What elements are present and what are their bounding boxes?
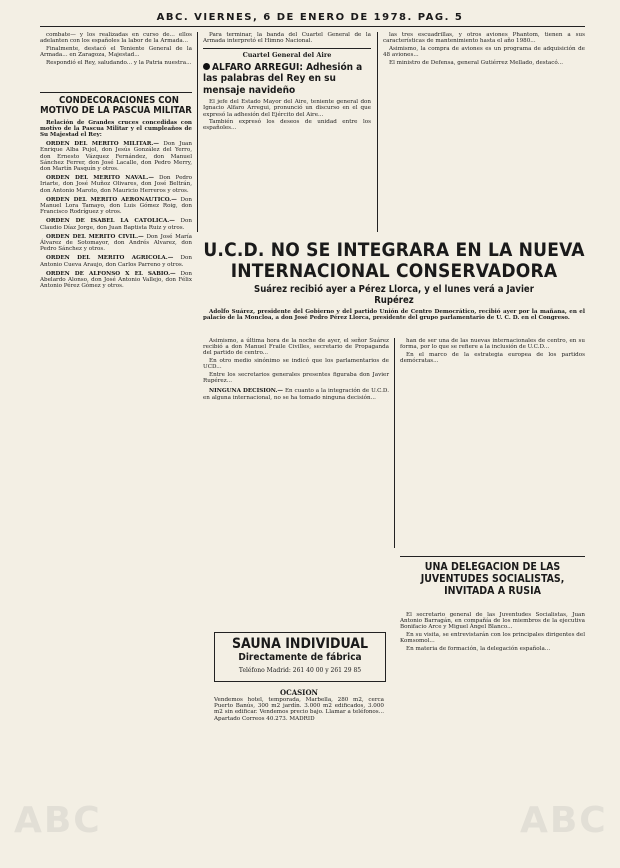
order-title: ORDEN DEL MERITO AGRICOLA.— bbox=[46, 255, 174, 262]
sauna-title: SAUNA INDIVIDUAL bbox=[231, 636, 369, 652]
condecoraciones-lead: Relación de Grandes cruces concedidas con motivo de la Pascua Militar y el cumpleaños de Su Majestad el Rey: bbox=[40, 119, 192, 138]
sauna-phone: Teléfono Madrid: 261 40 00 y 261 29 85 bbox=[238, 667, 362, 674]
order-text: Don Manuel Lora Tamayo, don Luis Gómez Roig, don Francisco Rodríguez y otros. bbox=[40, 196, 193, 216]
ninguna-text: En cuanto a la integración de U.C.D. en alguna internacional, no se ha tomado ninguna decisión... bbox=[203, 388, 389, 401]
order-entry bbox=[40, 218, 192, 230]
order-entry bbox=[40, 271, 192, 290]
orders-list bbox=[40, 141, 192, 289]
header-rule bbox=[40, 26, 585, 27]
col2-para-3: También expresó los deseos de unidad entre los españoles... bbox=[203, 119, 371, 132]
order-title: ORDEN DE ISABEL LA CATOLICA.— bbox=[46, 218, 175, 225]
col-divider-1 bbox=[197, 32, 198, 232]
col-divider-3 bbox=[394, 338, 395, 548]
ucd-title-line2: INTERNACIONAL CONSERVADORA bbox=[230, 260, 558, 282]
juventudes-title: UNA DELEGACION DE LAS JUVENTUDES SOCIALISTAS, INVITADA A RUSIA bbox=[420, 561, 565, 597]
juventudes-para-3: En materia de formación, la delegación española... bbox=[406, 646, 551, 653]
ucd-column-a bbox=[203, 338, 389, 626]
juventudes-para-2: En su visita, se entrevistarán con los principales dirigentes del Komsomol... bbox=[400, 632, 585, 645]
order-title: ORDEN DEL MERITO AERONAUTICO.— bbox=[46, 196, 177, 203]
order-text: Don Antonio Cueva Araujo, don Carlos Parreno y otros. bbox=[40, 255, 193, 268]
col1-para-1: combate— y los realizadas en curso de... ellos adelanten con los españoles la labor de la Armada... bbox=[40, 32, 192, 45]
condecoraciones-title: CONDECORACIONES CON MOTIVO DE LA PASCUA MILITAR bbox=[40, 94, 192, 117]
order-text: Don Pedro Iriarte, don José Muñoz Olivares, don José Beltrán, don Antonio Maroto, don Mauricio Herreros y otros. bbox=[40, 175, 192, 194]
order-entry bbox=[40, 141, 192, 172]
order-title: ORDEN DEL MERITO NAVAL.— bbox=[46, 175, 154, 182]
page-header: ABC. VIERNES, 6 DE ENERO DE 1978. PAG. 5 bbox=[156, 12, 464, 23]
order-entry bbox=[40, 255, 192, 267]
order-entry bbox=[40, 197, 192, 216]
ucd-lead-text: Adolfo Suárez, presidente del Gobierno y del partido Unión de Centro Democrático, recibió ayer por la mañana, en el palacio de la Moncloa, a don José Pedro Pérez Llorca, presidente del grupo parlamentario de U. C. D. en el Congreso. bbox=[203, 309, 585, 322]
col2-para-2: El jefe del Estado Mayor del Aire, teniente general don Ignacio Alfaro Arregui, pronunció un discurso en el que expresó la adhesión del Ejército del Aire... bbox=[203, 99, 371, 118]
order-title: ORDEN DEL MERITO CIVIL.— bbox=[46, 233, 144, 240]
col3-para-3: El ministro de Defensa, general Gutiérrez Mellado, destacó... bbox=[389, 59, 564, 66]
ucd-b-para-1: han de ser una de las nuevas internacionales de centro, en su forma, por lo que se refiere a la inclusión de U.C.D... bbox=[400, 338, 585, 351]
col2-para-1: Para terminar, la banda del Cuartel General de la Armada interpretó el Himno Nacional. bbox=[203, 32, 371, 45]
col1-para-3: Respondió el Rey, saludando... y la Patria nuestra... bbox=[46, 59, 192, 66]
ocasion-ad bbox=[214, 688, 384, 738]
juventudes-headline bbox=[400, 556, 585, 597]
ucd-title-line1: U.C.D. NO SE INTEGRARA EN LA NUEVA bbox=[203, 239, 585, 261]
ucd-column-b bbox=[400, 338, 585, 550]
ucd-headline bbox=[203, 240, 585, 306]
ucd-b-para-2: En el marco de la estrategia europea de los partidos demócratas... bbox=[400, 351, 585, 365]
order-entry bbox=[40, 234, 192, 253]
ninguna-title: NINGUNA DECISION.— bbox=[209, 388, 284, 395]
col3-para-1: las tres escuadrillas, y otros aviones Phantom, tienen a sus características de mantenimiento hasta el año 1980... bbox=[383, 32, 585, 45]
order-title: ORDEN DE ALFONSO X EL SABIO.— bbox=[46, 270, 176, 277]
ucd-a-para-3: Entre los secretarios generales presentes figuraba don Javier Rupérez... bbox=[203, 372, 389, 385]
column-1 bbox=[40, 32, 192, 852]
cuartel-title: Cuartel General del Aire bbox=[203, 48, 371, 58]
ucd-a-para-2: En otro medio sinónimo se indicó que los parlamentarios de UCD... bbox=[203, 358, 389, 371]
watermark-right: ABC bbox=[520, 800, 608, 841]
col-divider-2 bbox=[377, 32, 378, 232]
ucd-lead bbox=[203, 309, 585, 323]
order-text: Don Abelardo Alonso, don José Antonio Vallejo, don Félix Antonio Pérez Gómez y otros. bbox=[40, 270, 192, 290]
order-text: Don Claudio Díaz Jorge, don Juan Baptista Ruiz y otros. bbox=[40, 218, 192, 231]
ucd-a-para-1: Asimismo, a última hora de la noche de ayer, el señor Suárez recibió a don Manuel Fraile Civilles, secretario de Propaganda del partido de centro... bbox=[203, 338, 389, 357]
ocasion-title: OCASION bbox=[280, 688, 318, 697]
col3-para-2: Asimismo, la compra de aviones es un programa de adquisición de 48 aviones... bbox=[383, 45, 585, 59]
order-text: Don José María Álvarez de Sotomayor, don Andrés Alvarez, don Pedro Sánchez y otros. bbox=[40, 233, 192, 253]
ucd-ninguna-para bbox=[203, 388, 389, 400]
juventudes-para-1: El secretario general de las Juventudes Socialistas, Juan Antonio Barragán, en compañía de los miembros de la ejecutiva Bonifacio Arce y Miguel Ángel Blanco... bbox=[400, 612, 585, 631]
order-text: Don Juan Enrique Alba Pujol, don Jesús González del Yerro, don Ernesto Vázquez Fernández, don Manuel Sánchez Ferrer, don José Lacalle, don Pedro Merry, don Martín Pasquín y otros. bbox=[40, 141, 192, 172]
col1-para-2: Finalmente, destacó el Teniente General de la Armada... en Zaragoza, Majestad... bbox=[40, 45, 192, 59]
alfaro-headline bbox=[203, 62, 371, 97]
sauna-ad bbox=[214, 632, 386, 682]
ucd-subtitle-line2: Rupérez bbox=[374, 295, 414, 306]
ocasion-text: Vendemos hotel, temporada, Marbella, 280 m2, cerca Puerto Banús, 300 m2 jardín. 3.000 m2 edificados, 3.000 m2 sin edificar. Vendemos precio bajo. Llamar a teléfonos... Apartado Correos 40.273. MADRID bbox=[214, 697, 384, 722]
alfaro-title: ALFARO ARREGUI: Adhesión a las palabras del Rey en su mensaje navideño bbox=[203, 61, 363, 96]
order-entry bbox=[40, 175, 192, 194]
sauna-subtitle: Directamente de fábrica bbox=[238, 652, 362, 663]
order-title: ORDEN DEL MERITO MILITAR.— bbox=[46, 141, 159, 148]
column-2 bbox=[203, 32, 371, 237]
condecoraciones-headline bbox=[40, 92, 192, 117]
column-3 bbox=[383, 32, 585, 237]
watermark-left: ABC bbox=[14, 800, 102, 841]
bullet-icon bbox=[203, 63, 210, 70]
ucd-subtitle-line1: Suárez recibió ayer a Pérez Llorca, y el lunes verá a Javier bbox=[254, 284, 534, 295]
